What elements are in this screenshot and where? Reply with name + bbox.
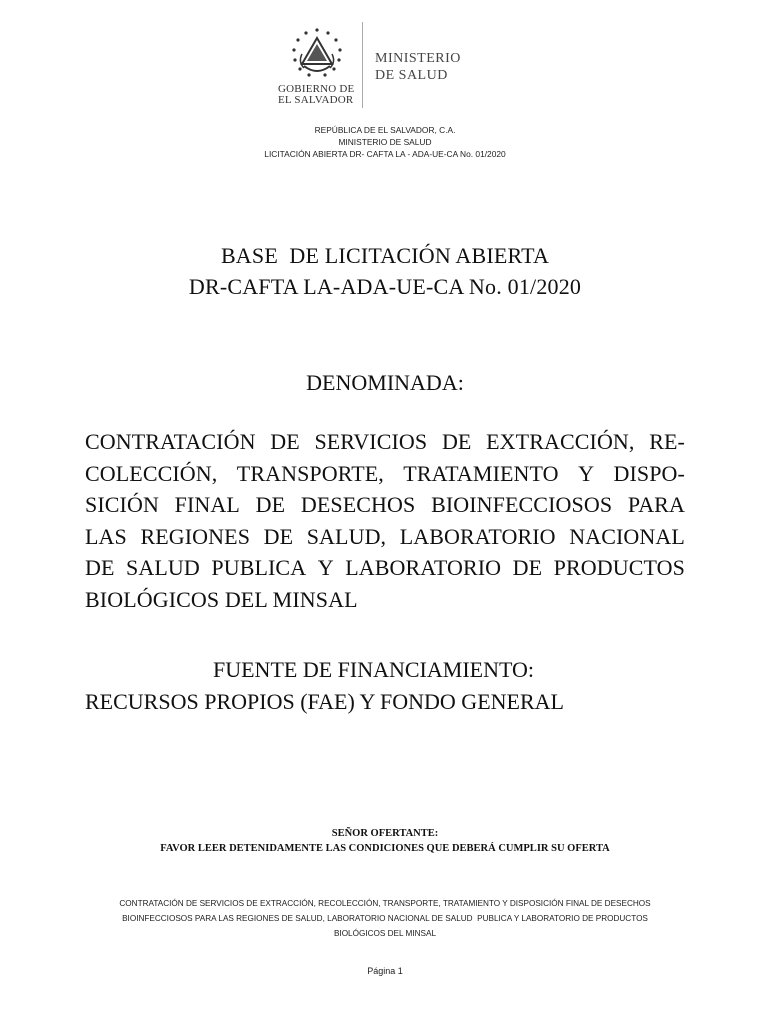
ministry-line-2: DE SALUD — [375, 68, 448, 83]
contract-word: PUBLICA — [211, 555, 307, 580]
notice-line-2: FAVOR LEER DETENIDAMENTE LAS CONDICIONES QUE DEBERÁ CUMPLIR SU OFERTA — [160, 843, 610, 854]
footer-line-2: BIOINFECCIOSOS PARA LAS REGIONES DE SALUD, LABORATORIO NACIONAL DE SALUD PUBLICA Y LABORATORIO DE PRODUCTOS — [122, 914, 648, 923]
notice-line-1: SEÑOR OFERTANTE: — [331, 828, 439, 839]
contract-word: LAS — [85, 523, 127, 549]
government-line-1: GOBIERNO DE — [278, 83, 355, 95]
government-name — [278, 84, 358, 106]
contract-word: PRODUCTOS — [553, 555, 685, 580]
document-header — [0, 124, 770, 160]
header-line-2: MINISTERIO DE SALUD — [338, 137, 432, 147]
contract-word: FINAL — [174, 492, 240, 517]
government-logo — [278, 20, 498, 112]
denominada-heading: DENOMINADA: — [306, 370, 464, 395]
document-title — [0, 240, 770, 302]
contract-word: REGIONES — [140, 523, 251, 549]
contract-word: DE — [512, 555, 543, 580]
title-line-2: DR-CAFTA LA-ADA-UE-CA No. 01/2020 — [188, 274, 582, 299]
contract-word: DE — [270, 429, 300, 454]
contract-word: DE — [255, 492, 286, 517]
contract-word: SALUD — [126, 555, 200, 580]
contract-word: RE- — [649, 429, 685, 454]
contract-line — [85, 552, 685, 584]
contract-word: NACIONAL — [569, 523, 685, 549]
footer-line-1: CONTRATACIÓN DE SERVICIOS DE EXTRACCIÓN, RECOLECCIÓN, TRANSPORTE, TRATAMIENTO Y DISPOSICIÓN FINAL DE DESECHOS — [119, 899, 651, 908]
contract-word: BIOINFECCIOSOS — [431, 492, 613, 517]
contract-word: TRANSPORTE, — [236, 460, 384, 486]
contract-line — [85, 458, 685, 490]
ministry-name — [375, 50, 461, 84]
logo-divider — [362, 22, 363, 108]
contract-word: COLECCIÓN, — [85, 460, 218, 486]
contract-word: EXTRACCIÓN, — [486, 429, 635, 454]
contract-word: PARA — [627, 492, 685, 517]
contract-word: CONTRATACIÓN — [85, 429, 256, 454]
contract-word: DESECHOS — [300, 492, 416, 517]
contract-line — [85, 426, 685, 458]
contract-word: SERVICIOS — [314, 429, 428, 454]
title-line-1: BASE DE LICITACIÓN ABIERTA — [220, 243, 550, 268]
contract-line — [85, 489, 685, 521]
government-line-2: EL SALVADOR — [278, 94, 354, 106]
contract-word: BIOLÓGICOS DEL MINSAL — [85, 586, 358, 612]
contract-word: LABORATORIO — [345, 555, 502, 580]
coat-of-arms-icon — [284, 24, 350, 84]
contract-line — [85, 584, 685, 616]
contract-word: DE — [263, 523, 294, 549]
contract-word: TRATAMIENTO — [403, 460, 559, 486]
footer-line-3: BIOLÓGICOS DEL MINSAL — [333, 929, 437, 938]
header-line-1: REPÚBLICA DE EL SALVADOR, C.A. — [314, 125, 456, 135]
ministry-line-1: MINISTERIO — [375, 51, 461, 66]
contract-word: DISPO- — [613, 460, 685, 486]
header-line-3: LICITACIÓN ABIERTA DR- CAFTA LA - ADA-UE-CA No. 01/2020 — [264, 149, 506, 159]
contract-word: SICIÓN — [85, 492, 159, 517]
contract-word: SALUD, — [306, 523, 387, 549]
contract-line — [85, 521, 685, 553]
funding-source-label: FUENTE DE FINANCIAMIENTO: — [213, 657, 535, 682]
contract-word: DE — [85, 555, 115, 580]
contract-description — [85, 426, 685, 615]
bidder-notice — [0, 826, 770, 856]
page-number: Página 1 — [367, 966, 403, 976]
contract-word: Y — [578, 460, 595, 486]
contract-word: DE — [441, 429, 472, 454]
contract-word: LABORATORIO — [399, 523, 556, 549]
contract-word: Y — [317, 555, 334, 580]
funding-source-value: RECURSOS PROPIOS (FAE) Y FONDO GENERAL — [85, 689, 564, 714]
page-footer — [85, 896, 685, 941]
